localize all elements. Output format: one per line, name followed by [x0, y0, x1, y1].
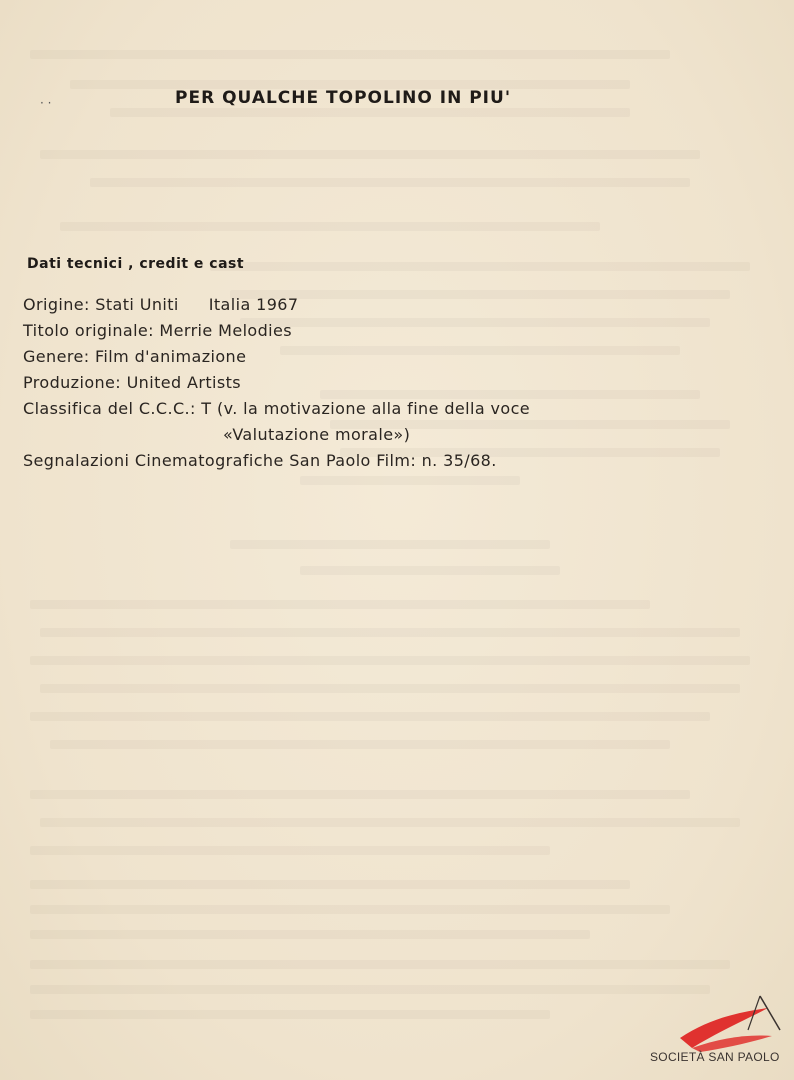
bleed-through-line	[30, 600, 650, 609]
original-title-line: Titolo originale: Merrie Melodies	[23, 321, 292, 340]
bleed-through-line	[30, 905, 670, 914]
bleed-through-line	[40, 628, 740, 637]
bleed-through-line	[230, 540, 550, 549]
bleed-through-line	[50, 740, 670, 749]
bleed-through-line	[30, 656, 750, 665]
reports-line: Segnalazioni Cinematografiche San Paolo Film: n. 35/68.	[23, 451, 497, 470]
bleed-through-line	[300, 476, 520, 485]
bleed-through-line	[30, 790, 690, 799]
decorative-marks: · ·	[40, 96, 52, 110]
bleed-through-line	[60, 222, 600, 231]
bleed-through-line	[90, 178, 690, 187]
section-heading: Dati tecnici , credit e cast	[27, 256, 245, 272]
document-title: PER QUALCHE TOPOLINO IN PIU'	[175, 88, 512, 108]
bleed-through-line	[110, 108, 630, 117]
bleed-through-line	[30, 985, 710, 994]
bleed-through-line	[30, 880, 630, 889]
origin-value: Stati Uniti	[95, 295, 179, 314]
origin-label: Origine:	[23, 295, 90, 314]
production-line: Produzione: United Artists	[23, 373, 242, 392]
bleed-through-line	[30, 960, 730, 969]
bleed-through-line	[30, 1010, 550, 1019]
classification-line: Classifica del C.C.C.: T (v. la motivazione alla fine della voce	[23, 399, 531, 418]
technical-data-list	[23, 292, 530, 474]
classification-continuation: «Valutazione morale»)	[223, 425, 411, 444]
bleed-through-line	[40, 684, 740, 693]
bleed-through-line	[30, 930, 590, 939]
origin-extra: Italia 1967	[208, 295, 299, 314]
bleed-through-line	[40, 150, 700, 159]
bleed-through-line	[40, 818, 740, 827]
bleed-through-line	[30, 50, 670, 59]
origin-line	[23, 292, 530, 318]
bleed-through-line	[30, 846, 550, 855]
bleed-through-line	[30, 712, 710, 721]
genre-line: Genere: Film d'animazione	[23, 347, 247, 366]
bleed-through-line	[210, 262, 750, 271]
logo-text: SOCIETÀ SAN PAOLO	[650, 1050, 780, 1064]
bleed-through-line	[300, 566, 560, 575]
